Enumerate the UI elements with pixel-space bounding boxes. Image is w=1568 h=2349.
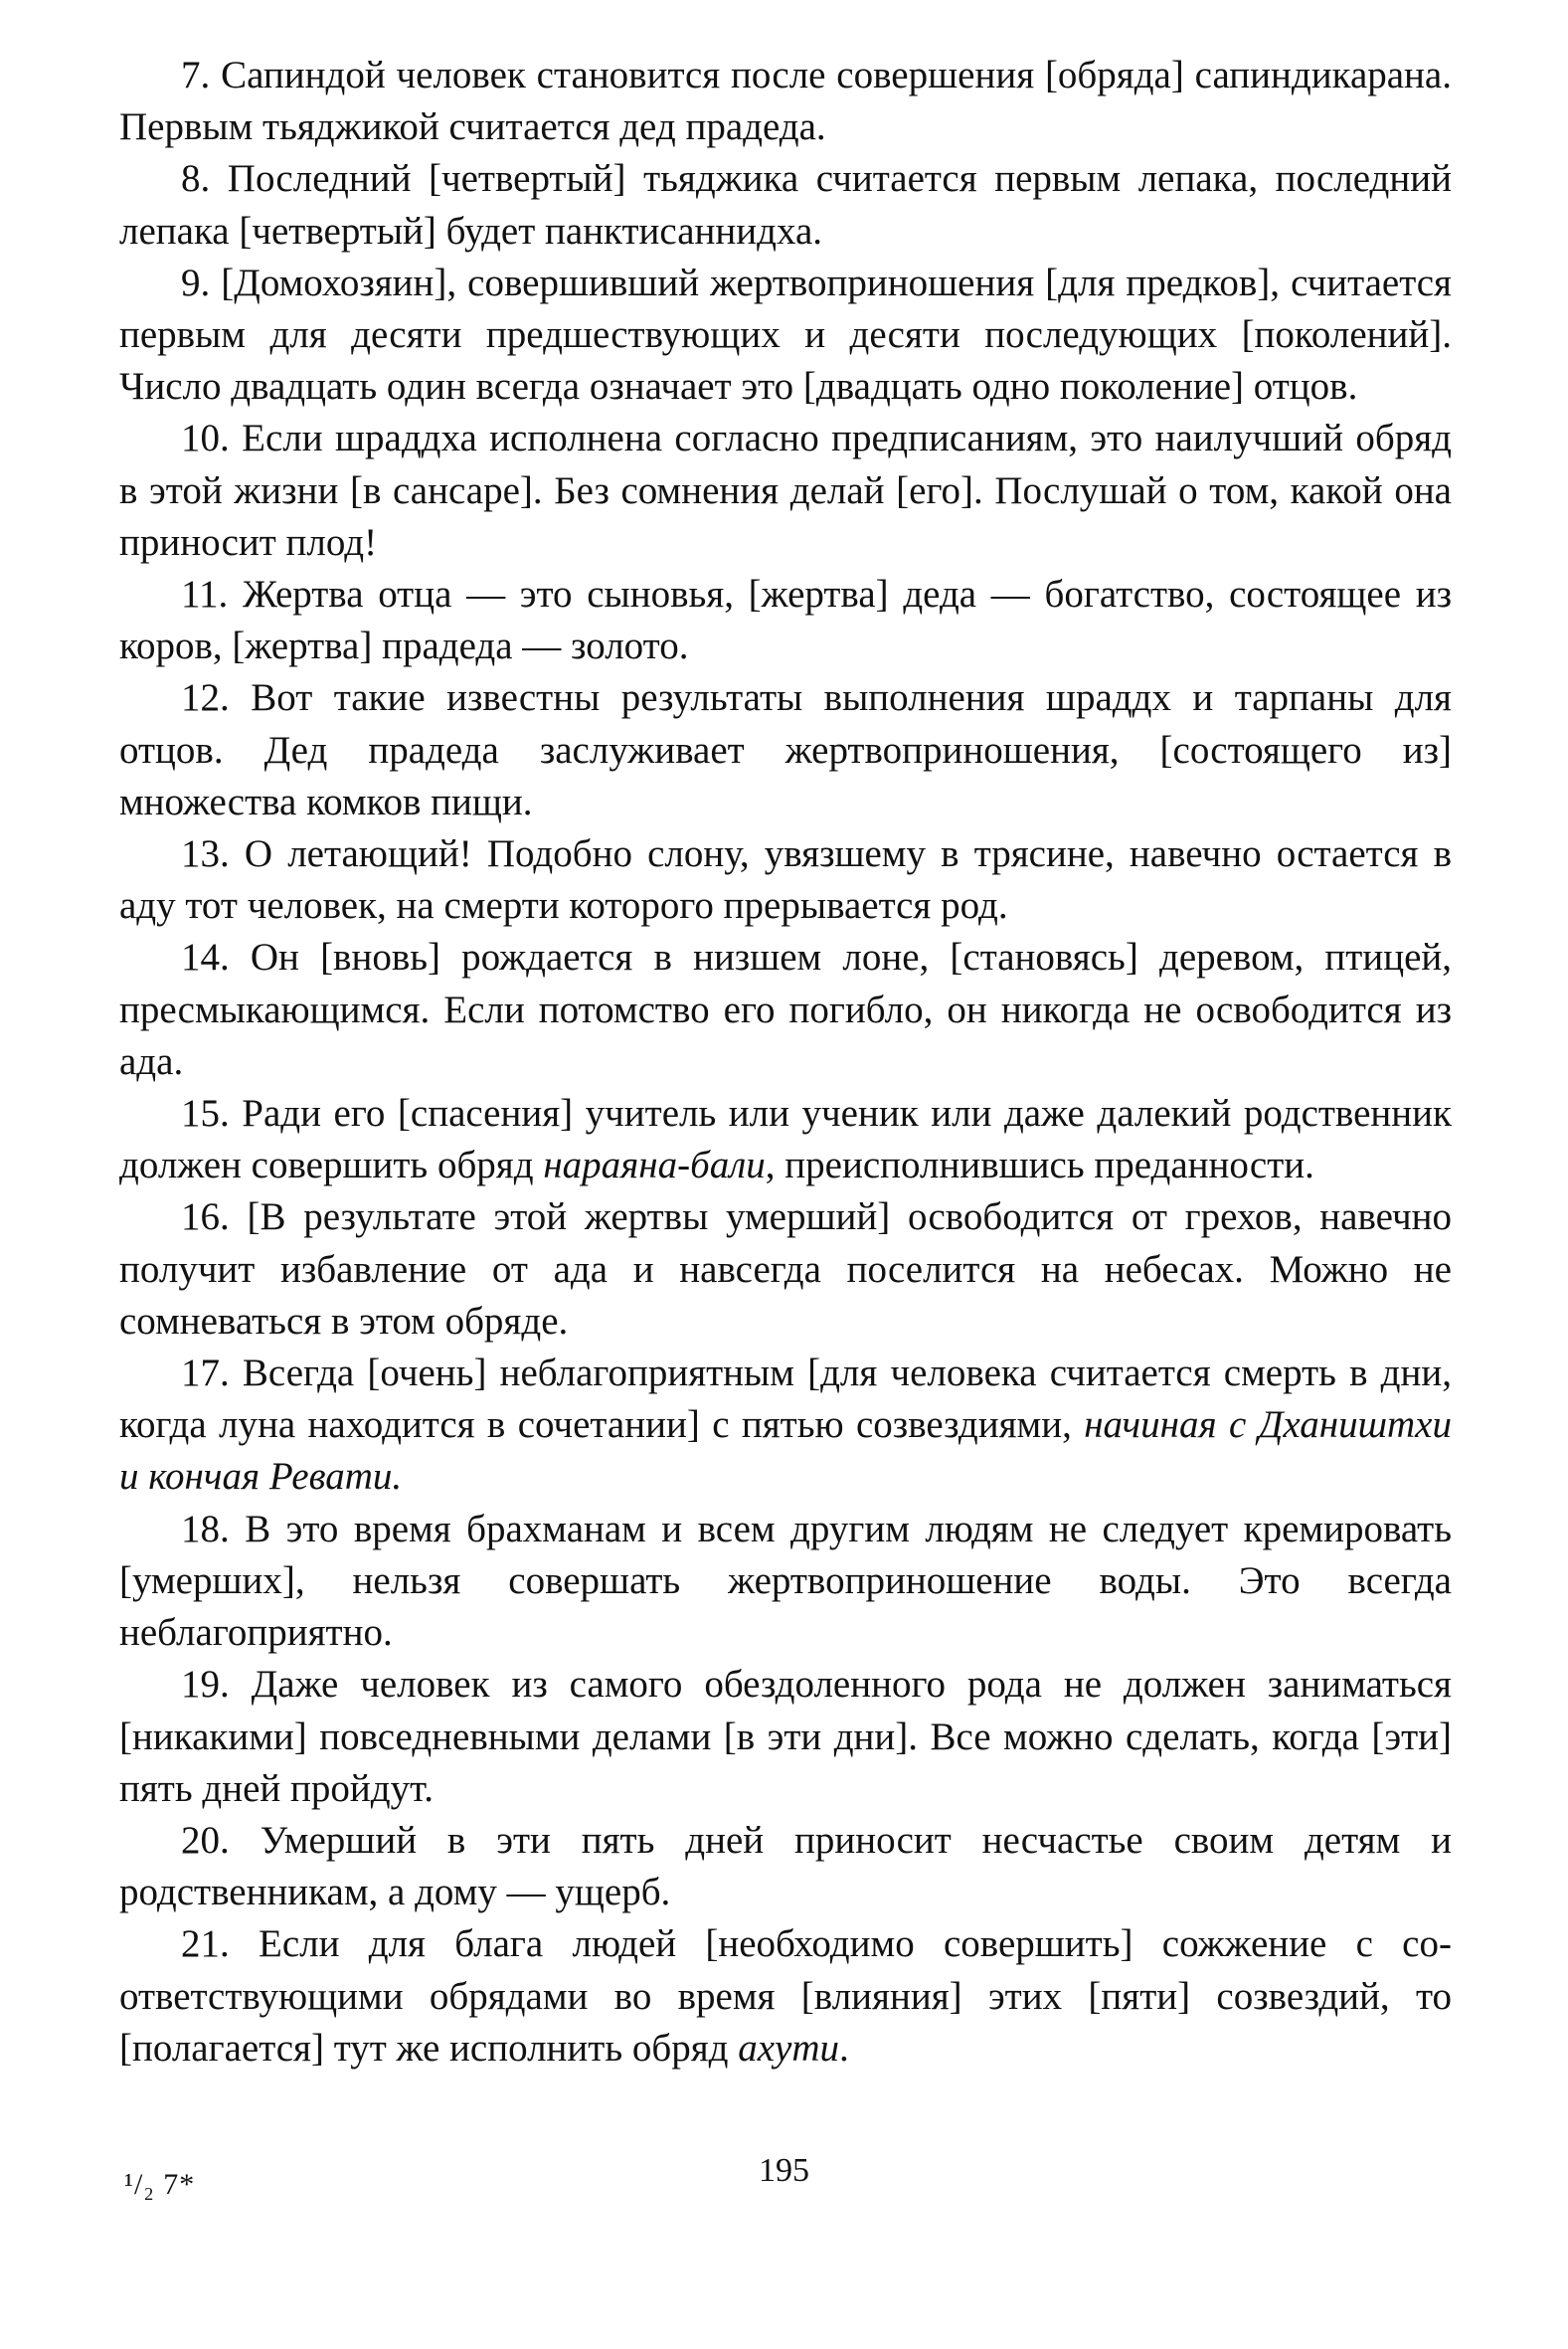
verse-term: начиная с Дхаништхи и кончая Ревати. <box>119 1403 1452 1499</box>
verse-number: 15. <box>181 1092 230 1136</box>
verse-text: Сапиндой человек становится после совершения [обряда] сапиндикарана. Первым тьяджикой считается дед прадеда. <box>119 54 1452 149</box>
verse-number: 21. <box>181 1922 230 1966</box>
verse <box>119 828 1452 932</box>
verse-number: 10. <box>181 417 230 460</box>
verse-text: Если для блага людей [необходимо совершить] сожжение с соответствующими обрядами во время [влияния] этих [пяти] созвездий, то [полагается] тут же исполнить обряд <box>119 1922 1452 2070</box>
verse-number: 14. <box>181 936 230 980</box>
page-number: 195 <box>759 2152 809 2189</box>
verse-text: Вот такие известны результаты выполнения шраддх и тарпаны для отцов. Дед прадеда заслуживает жертвоприношения, [состоящего из] множества комков пищи. <box>119 676 1452 823</box>
verse-text: [Домохозяин], совершивший жертвоприношения [для предков], считается первым для десяти предшествующих и десяти последующих [поколений]. Число двадцать один всегда означает это [двадцать одно поколение] отцов. <box>119 261 1452 409</box>
printer-signature: ¹/₂ 7* <box>124 2168 196 2201</box>
verse-number: 18. <box>181 1507 230 1550</box>
verse <box>119 1191 1452 1348</box>
verse <box>119 153 1452 257</box>
verse-text: Даже человек из самого обездоленного рода не должен заниматься [никакими] повседневными делами [в эти дни]. Все можно сделать, когда [эти] пять дней пройдут. <box>119 1663 1452 1810</box>
verse-text: . <box>839 2026 849 2070</box>
verse-number: 9. <box>181 261 211 304</box>
page-footer <box>0 2152 1568 2228</box>
verse <box>119 569 1452 672</box>
verse-number: 19. <box>181 1663 230 1707</box>
verse-text: О летающий! Подобно слону, увязшему в трясине, навечно остается в аду тот человек, на смерти которого прерывается род. <box>119 832 1452 928</box>
page-body <box>119 50 1452 2075</box>
verse <box>119 932 1452 1088</box>
verse-number: 20. <box>181 1818 230 1862</box>
verse-number: 7. <box>181 54 211 96</box>
verse-number: 17. <box>181 1352 230 1395</box>
verse-text: Если шраддха исполнена согласно предписаниям, это наилучший обряд в этой жизни [в сансаре]. Без сомнения делай [его]. Послушай о том, какой она приносит плод! <box>119 417 1452 564</box>
verse <box>119 50 1452 153</box>
verse <box>119 672 1452 828</box>
verse <box>119 1348 1452 1504</box>
verse-list <box>119 50 1452 2075</box>
verse <box>119 1659 1452 1815</box>
verse <box>119 1815 1452 1918</box>
verse-text: [В результате этой жертвы умерший] освободится от грехов, навечно получит избавление от ада и навсегда поселится на небесах. Можно не сомневаться в этом обряде. <box>119 1195 1452 1343</box>
verse-term: ахути <box>738 2026 840 2070</box>
verse <box>119 413 1452 569</box>
verse-number: 13. <box>181 832 230 876</box>
verse-number: 11. <box>181 573 229 617</box>
verse-text: Ради его [спасения] учитель или ученик или даже далекий родственник должен совершить обряд <box>119 1092 1452 1187</box>
verse-text: Он [вновь] рождается в низшем лоне, [становясь] деревом, птицей, пресмыкающимся. Если потомство его погибло, он никогда не освободится из ада. <box>119 936 1452 1083</box>
verse-number: 12. <box>181 676 230 720</box>
verse-text: Всегда [очень] неблагоприятным [для человека считается смерть в дни, когда луна находится в сочетании] с пятью созвездиями, <box>119 1352 1452 1447</box>
verse <box>119 258 1452 414</box>
verse-text: Жертва отца — это сыновья, [жертва] деда — богатство, состоящее из коров, [жертва] прадеда — золото. <box>119 573 1452 668</box>
verse-text: , преисполнившись преданности. <box>765 1144 1314 1187</box>
verse-text: В это время брахманам и всем другим людям не следует кремировать [умерших], нельзя совершать жертвоприношение воды. Это всегда неблагоприятно. <box>119 1507 1452 1655</box>
verse-text: Последний [четвертый] тьяджика считается первым лепака, последний лепака [четвертый] будет панктисаннидха. <box>119 157 1452 253</box>
verse <box>119 1504 1452 1660</box>
verse-text: Умерший в эти пять дней приносит несчастье своим детям и родственникам, а дому — ущерб. <box>119 1818 1452 1914</box>
verse <box>119 1918 1452 2075</box>
verse <box>119 1088 1452 1191</box>
verse-number: 8. <box>181 157 211 201</box>
verse-term: нараяна-бали <box>543 1144 766 1187</box>
verse-number: 16. <box>181 1195 230 1239</box>
